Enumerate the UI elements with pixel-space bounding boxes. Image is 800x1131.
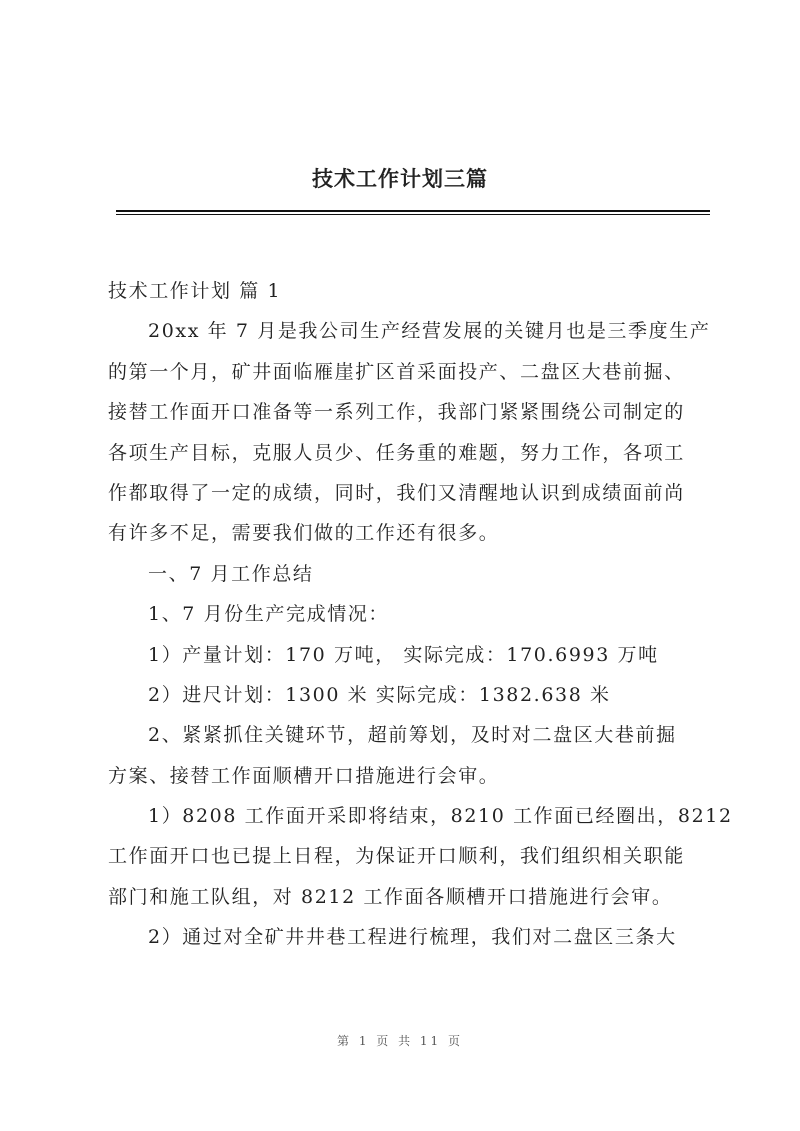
paragraph-line: 部门和施工队组，对 8212 工作面各顺槽开口措施进行会审。: [108, 885, 673, 908]
subheading-line: 1、7 月份生产完成情况：: [148, 603, 390, 626]
subheading-line: 一、7 月工作总结: [148, 562, 314, 585]
paragraph-line: 作都取得了一定的成绩，同时，我们又清醒地认识到成绩面前尚: [108, 481, 685, 504]
title-divider-thick: [116, 210, 710, 212]
paragraph-line: 各项生产目标，克服人员少、任务重的难题，努力工作，各项工: [108, 441, 685, 464]
paragraph-line: 2）进尺计划：1300 米 实际完成：1382.638 米: [148, 683, 611, 706]
paragraph-line: 1）产量计划：170 万吨， 实际完成：170.6993 万吨: [148, 643, 659, 666]
paragraph-line: 有许多不足，需要我们做的工作还有很多。: [108, 522, 500, 545]
paragraph-line: 20xx 年 7 月是我公司生产经营发展的关键月也是三季度生产: [148, 320, 711, 343]
page-number-footer: 第 1 页 共 11 页: [337, 1034, 463, 1048]
document-body: [108, 271, 733, 958]
paragraph-line: 方案、接替工作面顺槽开口措施进行会审。: [108, 764, 500, 787]
paragraph-line: 2）通过对全矿井井巷工程进行梳理，我们对二盘区三条大: [148, 926, 677, 949]
section-heading: 技术工作计划 篇 1: [108, 280, 282, 302]
document-title: 技术工作计划三篇: [312, 167, 488, 191]
paragraph-line: 接替工作面开口准备等一系列工作，我部门紧紧围绕公司制定的: [108, 401, 685, 424]
title-divider-thin: [116, 214, 710, 215]
paragraph-line: 1）8208 工作面开采即将结束，8210 工作面已经圈出，8212: [148, 805, 733, 828]
paragraph-line: 的第一个月，矿井面临雁崖扩区首采面投产、二盘区大巷前掘、: [108, 360, 685, 383]
paragraph-line: 工作面开口也已提上日程，为保证开口顺利，我们组织相关职能: [108, 845, 685, 868]
paragraph-line: 2、紧紧抓住关键环节，超前筹划，及时对二盘区大巷前掘: [148, 724, 677, 747]
